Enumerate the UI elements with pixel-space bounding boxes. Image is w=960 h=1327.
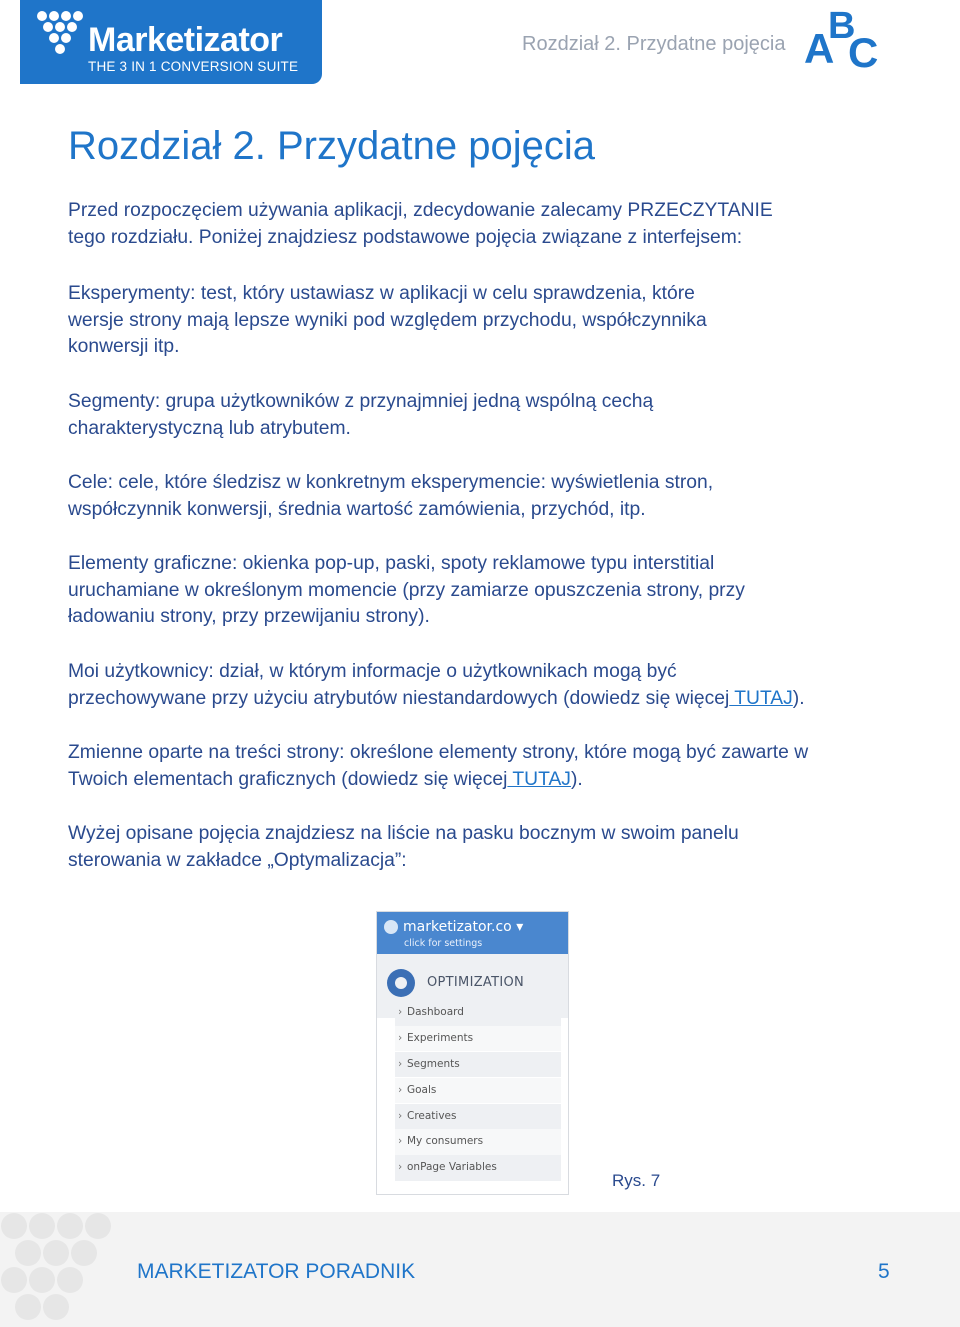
intro-line: Przed rozpoczęciem używania aplikacji, zdecydowanie zalecamy PRZECZYTANIE bbox=[68, 200, 773, 221]
variables-text-end: ). bbox=[570, 768, 583, 790]
menu-item: › My consumers bbox=[395, 1129, 561, 1155]
experiments-line: Eksperymenty: test, który ustawiasz w aplikacji w celu sprawdzenia, które bbox=[68, 283, 695, 304]
screenshot-site-name: marketizator.co ▾ bbox=[403, 919, 524, 935]
consumers-text: przechowywane przy użyciu atrybutów niestandardowych (dowiedz się więcej bbox=[68, 687, 730, 709]
outro-line: Wyżej opisane pojęcia znajdziesz na liście na pasku bocznym w swoim panelu bbox=[68, 823, 739, 844]
menu-item: › Dashboard bbox=[395, 1000, 561, 1026]
consumers-line: Moi użytkownicy: dział, w którym informacje o użytkownikach mogą być bbox=[68, 661, 677, 682]
figure-caption: Rys. 7 bbox=[612, 1171, 661, 1190]
variables-paragraph bbox=[68, 740, 888, 793]
dots-decoration-icon bbox=[0, 1212, 125, 1327]
consumers-line bbox=[68, 686, 888, 713]
page-number: 5 bbox=[878, 1260, 890, 1283]
brand-logo bbox=[20, 0, 322, 84]
outro-line: sterowania w zakładce „Optymalizacja”: bbox=[68, 849, 407, 871]
screenshot-click-hint: click for settings bbox=[404, 938, 483, 949]
variables-link[interactable]: TUTAJ bbox=[507, 768, 571, 790]
logo-name: Marketizator bbox=[88, 21, 283, 59]
variables-line bbox=[68, 767, 888, 794]
screenshot-topbar bbox=[377, 912, 568, 954]
running-header: Rozdział 2. Przydatne pojęcia bbox=[522, 33, 786, 55]
goals-paragraph bbox=[68, 470, 888, 523]
intro-paragraph bbox=[68, 198, 888, 251]
menu-item: › Goals bbox=[395, 1078, 561, 1104]
variables-line: Zmienne oparte na treści strony: określone elementy strony, które mogą być zawarte w bbox=[68, 742, 809, 763]
consumers-link[interactable]: TUTAJ bbox=[729, 687, 793, 709]
experiments-line: konwersji itp. bbox=[68, 336, 180, 357]
experiments-line: wersje strony mają lepsze wyniki pod względem przychodu, współczynnika bbox=[68, 309, 707, 331]
optimization-gear-icon bbox=[387, 969, 415, 997]
menu-item: › Segments bbox=[395, 1052, 561, 1078]
menu-item: › Creatives bbox=[395, 1104, 561, 1130]
segments-line: Segmenty: grupa użytkowników z przynajmniej jedną wspólną cechą bbox=[68, 391, 654, 412]
creatives-line: Elementy graficzne: okienka pop-up, paski, spoty reklamowe typu interstitial bbox=[68, 553, 715, 574]
logo-tagline: THE 3 IN 1 CONVERSION SUITE bbox=[88, 59, 299, 74]
menu-item: › onPage Variables bbox=[395, 1155, 561, 1181]
creatives-paragraph bbox=[68, 551, 888, 631]
outro-paragraph bbox=[68, 821, 888, 874]
variables-text: Twoich elementach graficznych (dowiedz się więcej bbox=[68, 768, 508, 790]
menu-item: › Experiments bbox=[395, 1026, 561, 1052]
creatives-line: ładowaniu strony, przy przewijaniu strony). bbox=[68, 606, 430, 627]
segments-line: charakterystyczną lub atrybutem. bbox=[68, 417, 351, 439]
page-footer bbox=[0, 1212, 960, 1327]
screenshot-menu bbox=[395, 1000, 561, 1181]
segments-paragraph bbox=[68, 389, 888, 442]
sidebar-screenshot bbox=[376, 911, 569, 1195]
goals-line: Cele: cele, które śledzisz w konkretnym eksperymencie: wyświetlenia stron, bbox=[68, 472, 714, 493]
page-title: Rozdział 2. Przydatne pojęcia bbox=[68, 124, 595, 168]
footer-title: MARKETIZATOR PORADNIK bbox=[137, 1260, 416, 1283]
abc-letter-a: A bbox=[804, 25, 835, 72]
consumers-paragraph bbox=[68, 659, 888, 712]
experiments-paragraph bbox=[68, 281, 888, 361]
creatives-line: uruchamiane w określonym momencie (przy zamiarze opuszczenia strony, przy bbox=[68, 579, 745, 601]
abc-letter-b: B bbox=[828, 5, 856, 47]
abc-letter-c: C bbox=[848, 29, 879, 76]
site-icon bbox=[384, 920, 398, 934]
intro-line: tego rozdziału. Poniżej znajdziesz podstawowe pojęcia związane z interfejsem: bbox=[68, 226, 743, 248]
consumers-text-end: ). bbox=[792, 687, 805, 709]
optimization-label: OPTIMIZATION bbox=[427, 975, 525, 990]
goals-line: współczynnik konwersji, średnia wartość zamówienia, przychód, itp. bbox=[68, 498, 646, 520]
